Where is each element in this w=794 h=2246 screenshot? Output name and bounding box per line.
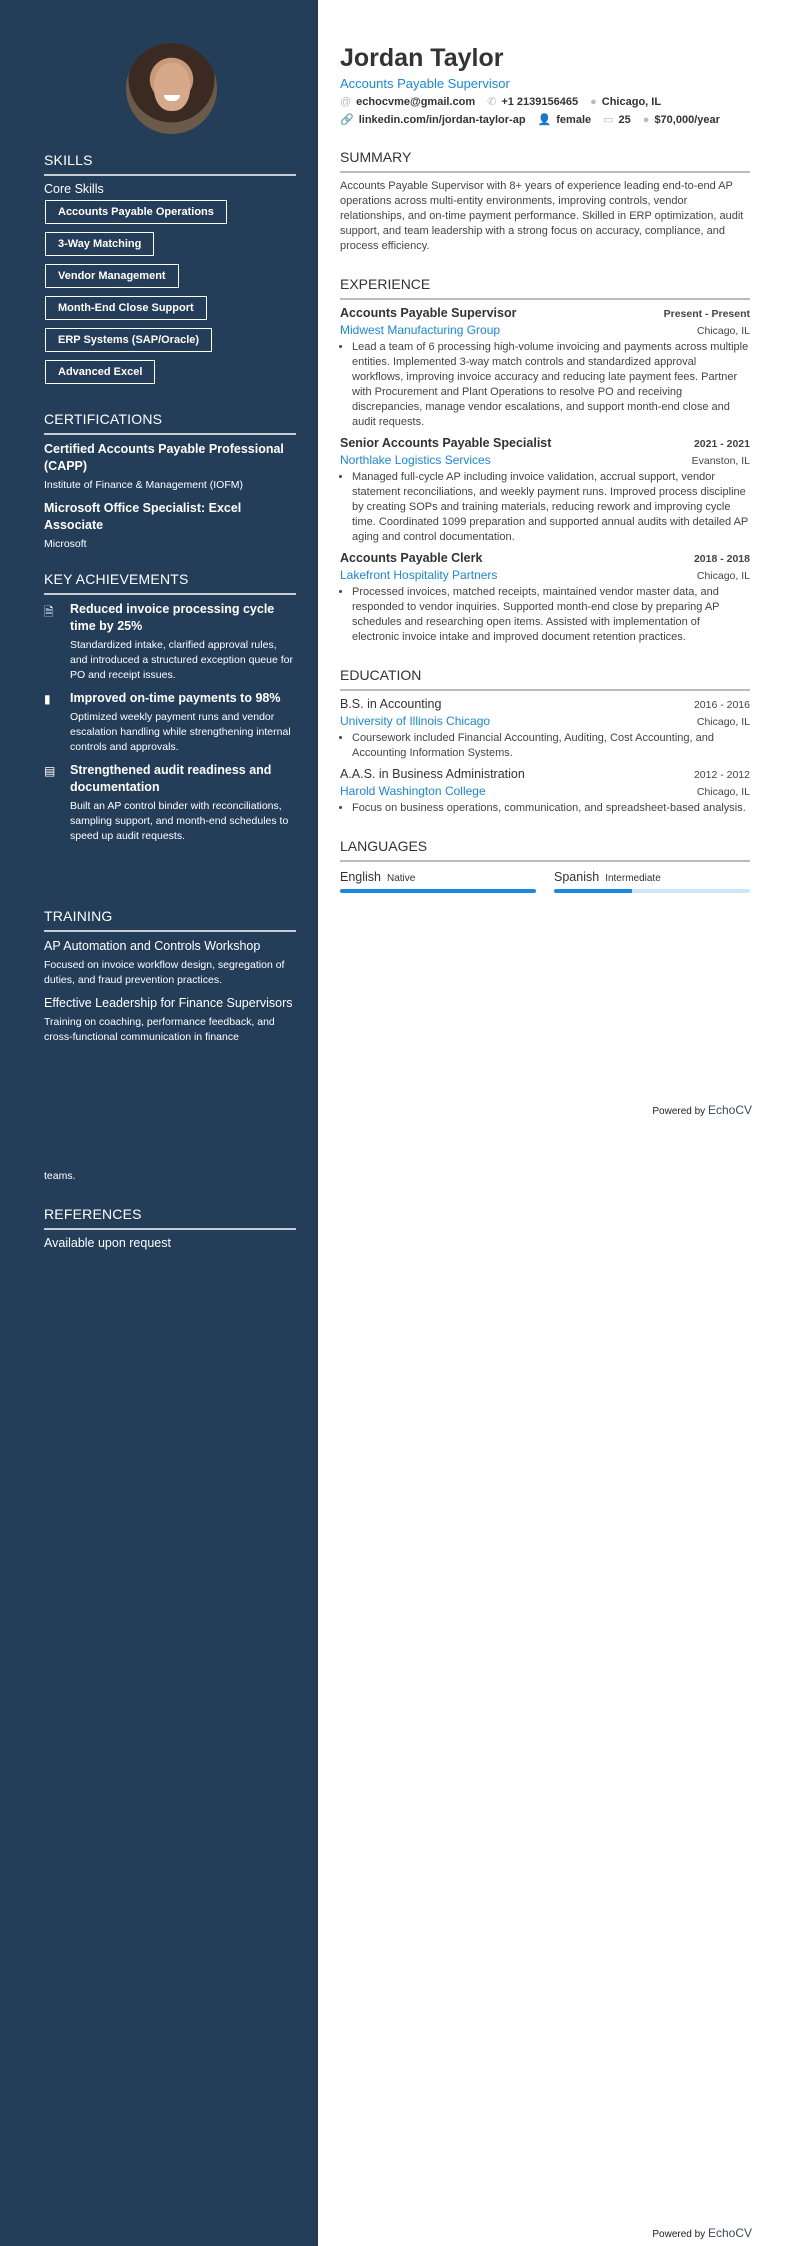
certifications-section bbox=[44, 411, 296, 559]
skill-tag: Accounts Payable Operations bbox=[45, 200, 227, 224]
training-title: AP Automation and Controls Workshop bbox=[44, 939, 261, 953]
location: Chicago, IL bbox=[696, 716, 750, 728]
link-icon: 🔗 bbox=[340, 114, 354, 126]
bullet: • Processed invoices, matched receipts, maintained vendor master data, and responded to vendor inquiries. Supported month-end close by preparing AP schedules and researching open items. Assisted with implementation of electronic invoice intake and improved document retention practices. bbox=[352, 585, 750, 645]
location: Chicago, IL bbox=[696, 570, 750, 582]
skills-section bbox=[44, 152, 296, 392]
linkedin-link[interactable]: linkedin.com/in/jordan-taylor-ap bbox=[358, 114, 526, 126]
dates: Present - Present bbox=[663, 308, 750, 320]
references-section bbox=[44, 1166, 296, 1254]
language-item bbox=[340, 868, 536, 893]
achievement-desc: Standardized intake, clarified approval rules, and introduced a structured exception queue for PO and receipt issues. bbox=[70, 639, 293, 681]
contact-row bbox=[340, 96, 750, 109]
achievement-desc: Built an AP control binder with reconciliations, sampling support, and month-end schedules to speed up audit requests. bbox=[70, 800, 289, 842]
training-desc-continued: teams. bbox=[44, 1170, 76, 1182]
calendar-icon: ▤ bbox=[44, 764, 56, 778]
section-heading: REFERENCES bbox=[44, 1206, 296, 1230]
powered-by: Powered by bbox=[652, 1106, 706, 1117]
brand[interactable]: EchoCV bbox=[707, 1103, 752, 1117]
school: University of Illinois Chicago bbox=[340, 714, 491, 728]
language-level: Intermediate bbox=[605, 873, 661, 884]
language-level: Native bbox=[387, 873, 416, 884]
location: Chicago, IL bbox=[696, 786, 750, 798]
cert-issuer: Microsoft bbox=[44, 538, 87, 550]
proficiency-bar bbox=[340, 889, 536, 893]
degree: B.S. in Accounting bbox=[340, 697, 442, 711]
profile-photo bbox=[126, 43, 217, 134]
achievement-item bbox=[44, 690, 296, 755]
position-title: Accounts Payable Supervisor bbox=[340, 306, 517, 320]
achievement-desc: Optimized weekly payment runs and vendor escalation handling while strengthening internal controls and approvals. bbox=[70, 711, 291, 753]
position-title: Senior Accounts Payable Specialist bbox=[340, 436, 552, 450]
dates: 2018 - 2018 bbox=[693, 553, 750, 565]
section-heading: LANGUAGES bbox=[340, 838, 750, 862]
degree: A.A.S. in Business Administration bbox=[340, 767, 525, 781]
training-title: Effective Leadership for Finance Supervisors bbox=[44, 996, 293, 1010]
school: Harold Washington College bbox=[340, 784, 486, 798]
language-name: Spanish bbox=[554, 870, 600, 884]
skill-group: Core Skills bbox=[44, 182, 104, 196]
location: Chicago, IL bbox=[601, 96, 662, 108]
footer bbox=[652, 1103, 752, 1117]
footer bbox=[652, 2226, 752, 2240]
document-icon: 🗎 bbox=[44, 605, 54, 619]
main-content bbox=[340, 44, 750, 893]
training-desc: Training on coaching, performance feedback, and cross-functional communication in finance bbox=[44, 1016, 275, 1043]
location: Evanston, IL bbox=[691, 455, 750, 467]
skill-tag: ERP Systems (SAP/Oracle) bbox=[45, 328, 212, 352]
contact-row bbox=[340, 114, 750, 127]
achievement-item bbox=[44, 762, 296, 844]
proficiency-bar bbox=[554, 889, 750, 893]
section-heading: KEY ACHIEVEMENTS bbox=[44, 571, 296, 595]
achievement-title: Strengthened audit readiness and documentation bbox=[70, 763, 272, 794]
person-icon: 👤 bbox=[537, 114, 552, 126]
language-item bbox=[554, 868, 750, 893]
summary-text: Accounts Payable Supervisor with 8+ years of experience leading end-to-end AP operations across multi-entity environments, improving controls, vendor relationships, and on-time payment performance. Skilled in ERP optimization, audit support, and team leadership with a strong focus on accuracy, compliance, and process efficiency. bbox=[340, 180, 744, 252]
dates: 2016 - 2016 bbox=[693, 699, 750, 711]
experience-item bbox=[340, 436, 750, 545]
bullet: • Lead a team of 6 processing high-volume invoicing and payments across multiple entities. Implemented 3-way match controls and standardized approval workflows, improving invoice accuracy and reducing late payment fees. Partner with Procurement and Plant Operations to resolve PO and receiving discrepancies, manage vendor escalations, and support month-end close and audit requests. bbox=[352, 340, 750, 430]
phone: +1 2139156465 bbox=[501, 96, 579, 108]
brand[interactable]: EchoCV bbox=[707, 2226, 752, 2240]
dates: 2021 - 2021 bbox=[693, 438, 750, 450]
bullet: • Focus on business operations, communication, and spreadsheet-based analysis. bbox=[352, 801, 750, 816]
skill-tag: Advanced Excel bbox=[45, 360, 155, 384]
calendar-icon: ▭ bbox=[603, 114, 614, 126]
company: Midwest Manufacturing Group bbox=[340, 323, 501, 337]
company: Lakefront Hospitality Partners bbox=[340, 568, 498, 582]
achievement-item bbox=[44, 601, 296, 683]
phone-icon: ✆ bbox=[487, 96, 497, 108]
skill-tag: 3-Way Matching bbox=[45, 232, 154, 256]
achievement-title: Improved on-time payments to 98% bbox=[70, 691, 281, 705]
achievements-section bbox=[44, 571, 296, 851]
dates: 2012 - 2012 bbox=[693, 769, 750, 781]
gender: female bbox=[556, 114, 592, 126]
position-title: Accounts Payable Clerk bbox=[340, 551, 483, 565]
salary: $70,000/year bbox=[654, 114, 720, 126]
powered-by: Powered by bbox=[652, 2229, 706, 2240]
section-heading: CERTIFICATIONS bbox=[44, 411, 296, 435]
cert-issuer: Institute of Finance & Management (IOFM) bbox=[44, 479, 243, 491]
location: Chicago, IL bbox=[696, 325, 750, 337]
location-icon: ● bbox=[590, 96, 597, 108]
bullet: • Coursework included Financial Accounting, Auditing, Cost Accounting, and Accounting Information Systems. bbox=[352, 731, 750, 761]
sidebar bbox=[0, 0, 318, 2246]
skill-tag: Month-End Close Support bbox=[45, 296, 207, 320]
company: Northlake Logistics Services bbox=[340, 453, 491, 467]
education-item bbox=[340, 767, 750, 816]
age: 25 bbox=[618, 114, 631, 126]
at-icon: @ bbox=[340, 96, 352, 108]
experience-item bbox=[340, 306, 750, 430]
training-section bbox=[44, 908, 296, 1052]
section-heading: SUMMARY bbox=[340, 149, 750, 173]
bullet: • Managed full-cycle AP including invoice validation, accrual support, vendor statement reconciliations, and weekly payment runs. Improved process discipline by creating SOPs and training materials, reducing rework and improving cycle time. Coordinated 1099 preparation and supported annual audits with detailed AP aging and control documentation. bbox=[352, 470, 750, 545]
money-icon: ● bbox=[642, 114, 650, 126]
cert-title: Microsoft Office Specialist: Excel Associate bbox=[44, 501, 242, 532]
section-heading: EXPERIENCE bbox=[340, 276, 750, 300]
bookmark-icon: ▮ bbox=[44, 692, 51, 706]
job-title: Accounts Payable Supervisor bbox=[340, 76, 510, 91]
training-desc: Focused on invoice workflow design, segregation of duties, and fraud prevention practices. bbox=[44, 959, 285, 986]
section-heading: EDUCATION bbox=[340, 667, 750, 691]
section-heading: TRAINING bbox=[44, 908, 296, 932]
cert-title: Certified Accounts Payable Professional (CAPP) bbox=[44, 442, 284, 473]
references-text: Available upon request bbox=[44, 1236, 171, 1250]
email-link[interactable]: echocvme@gmail.com bbox=[356, 96, 476, 108]
language-name: English bbox=[340, 870, 381, 884]
skill-tag: Vendor Management bbox=[45, 264, 179, 288]
section-heading: SKILLS bbox=[44, 152, 296, 176]
education-item bbox=[340, 697, 750, 761]
candidate-name: Jordan Taylor bbox=[340, 44, 504, 72]
experience-item bbox=[340, 551, 750, 645]
languages-list bbox=[340, 868, 750, 893]
achievement-title: Reduced invoice processing cycle time by 25% bbox=[70, 602, 275, 633]
